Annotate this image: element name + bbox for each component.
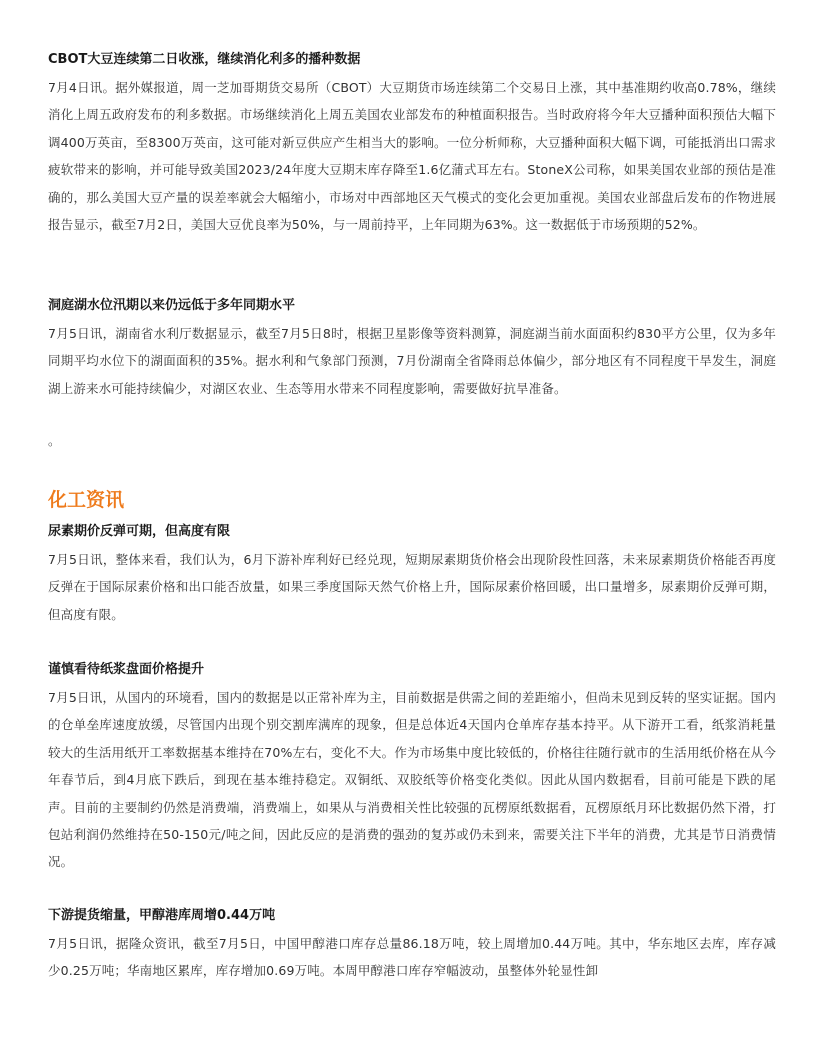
section-title-chemical: 化工资讯	[48, 489, 125, 511]
document-page	[48, 50, 776, 979]
article-headline: 洞庭湖水位汛期以来仍远低于多年同期水平	[48, 298, 296, 313]
article-body: 7月5日讯，从国内的环境看，国内的数据是以正常补库为主，目前数据是供需之间的差距缩小，但尚未见到反转的坚实证据。国内的仓单垒库速度放缓，尽管国内出现个别交割库满库的现象，但是总体近4天国内仓单库存基本持平。从下游开工看，纸浆消耗量较大的生活用纸开工率数据基本维持在70%左右，变化不大。作为市场集中度比较低的，价格往往随行就市的生活用纸价格在从今年春节后，到4月底下跌后，到现在基本维持稳定。双铜纸、双胶纸等价格变化类似。因此从国内数据看，目前可能是下跌的尾声。目前的主要制约仍然是消费端，消费端上，如果从与消费相关性比较强的瓦楞原纸数据看，瓦楞原纸月环比数据仍然下滑，打包站利润仍然维持在50-150元/吨之间，因此反应的是消费的强劲的复苏或仍未到来，需要关注下半年的消费，尤其是节日消费情况。	[48, 690, 776, 870]
article-headline: CBOT大豆连续第二日收涨，继续消化利多的播种数据	[48, 52, 361, 67]
article-methanol	[48, 906, 776, 985]
article-urea	[48, 522, 776, 628]
article-body: 7月4日讯。据外媒报道，周一芝加哥期货交易所（CBOT）大豆期货市场连续第二个交易日上涨，其中基准期约收高0.78%，继续消化上周五政府发布的利多数据。市场继续消化上周五美国农业部发布的种植面积报告。当时政府将今年大豆播种面积预估大幅下调400万英亩，至8300万英亩，这可能对新豆供应产生相当大的影响。一位分析师称，大豆播种面积大幅下调，可能抵消出口需求疲软带来的影响，并可能导致美国2023/24年度大豆期末库存降至1.6亿蒲式耳左右。StoneX公司称，如果美国农业部的预估是准确的，那么美国大豆产量的误差率就会大幅缩小，市场对中西部地区天气模式的变化会更加重视。美国农业部盘后发布的作物进展报告显示，截至7月2日，美国大豆优良率为50%，与一周前持平，上年同期为63%。这一数据低于市场预期的52%。	[48, 80, 776, 233]
article-headline: 谨慎看待纸浆盘面价格提升	[48, 662, 205, 677]
article-body: 7月5日讯，湖南省水利厅数据显示，截至7月5日8时，根据卫星影像等资料测算，洞庭湖当前水面面积约830平方公里，仅为多年同期平均水位下的湖面面积的35%。据水利和气象部门预测，7月份湖南全省降雨总体偏少，部分地区有不同程度干旱发生，洞庭湖上游来水可能持续偏少，对湖区农业、生态等用水带来不同程度影响，需要做好抗旱准备。	[48, 326, 776, 396]
article-headline: 尿素期价反弹可期，但高度有限	[48, 524, 231, 539]
article-body: 7月5日讯，据隆众资讯，截至7月5日，中国甲醇港口库存总量86.18万吨，较上周增加0.44万吨。其中，华东地区去库，库存减少0.25万吨；华南地区累库，库存增加0.69万吨。本周甲醇港口库存窄幅波动，虽整体外轮显性卸	[48, 936, 776, 979]
article-pulp	[48, 660, 776, 876]
article-dongting-lake	[48, 296, 776, 402]
article-body: 7月5日讯，整体来看，我们认为，6月下游补库利好已经兑现，短期尿素期货价格会出现阶段性回落，未来尿素期货价格能否再度反弹在于国际尿素价格和出口能否放量，如果三季度国际天然气价格上升，国际尿素价格回暖，出口量增多，尿素期价反弹可期，但高度有限。	[48, 552, 776, 622]
article-headline: 下游提货缩量，甲醇港库周增0.44万吨	[48, 908, 276, 923]
article-cbot-soybean	[48, 50, 776, 282]
trailing-mark: 。	[48, 433, 61, 448]
